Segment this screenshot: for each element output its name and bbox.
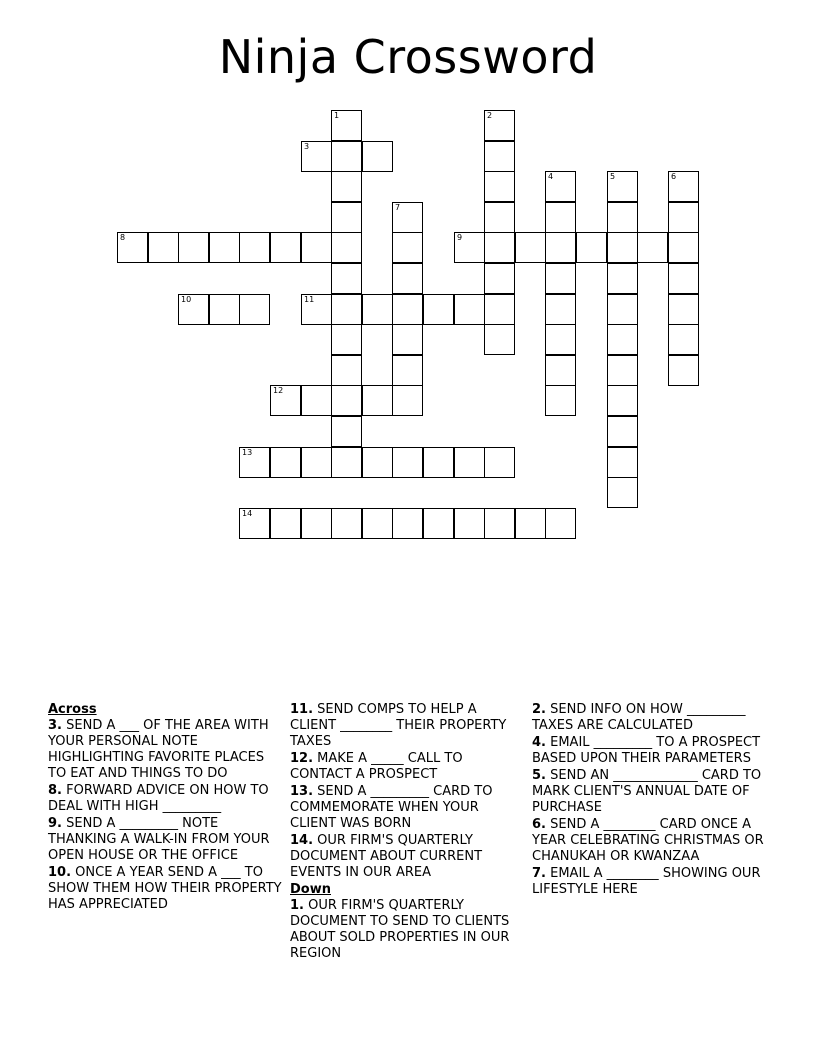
grid-cell[interactable] xyxy=(392,232,423,263)
grid-cell[interactable] xyxy=(331,294,362,325)
cell-number: 8 xyxy=(120,233,126,242)
grid-cell[interactable] xyxy=(515,508,546,539)
grid-cell[interactable] xyxy=(301,294,332,325)
clue-number: 13. xyxy=(290,784,314,799)
clue-text: ONCE A YEAR SEND A ___ TO SHOW THEM HOW THEIR PROPERTY HAS APPRECIATED xyxy=(48,865,282,912)
clue-number: 14. xyxy=(290,833,314,848)
grid-cell[interactable] xyxy=(484,232,515,263)
clue-text: SEND A _________ CARD TO COMMEMORATE WHEN YOUR CLIENT WAS BORN xyxy=(290,784,493,831)
grid-cell[interactable] xyxy=(607,263,638,294)
cell-number: 7 xyxy=(395,203,401,212)
grid-cell[interactable] xyxy=(484,171,515,202)
clue-down-2 xyxy=(532,702,772,734)
clue-across-14 xyxy=(290,833,526,881)
clue-column-3 xyxy=(532,702,772,899)
grid-cell[interactable] xyxy=(607,232,638,263)
grid-cell[interactable] xyxy=(545,263,576,294)
grid-cell[interactable] xyxy=(392,447,423,478)
grid-cell[interactable] xyxy=(331,141,362,172)
grid-cell[interactable] xyxy=(484,508,515,539)
grid-cell[interactable] xyxy=(209,232,240,263)
clue-text: SEND AN _____________ CARD TO MARK CLIENT'S ANNUAL DATE OF PURCHASE xyxy=(532,768,762,815)
grid-cell[interactable] xyxy=(454,294,485,325)
cell-number: 2 xyxy=(487,111,493,120)
clue-down-6 xyxy=(532,817,772,865)
clue-number: 1. xyxy=(290,898,304,913)
clue-number: 5. xyxy=(532,768,546,783)
grid-cell[interactable] xyxy=(209,294,240,325)
cell-number: 5 xyxy=(610,172,616,181)
clue-number: 7. xyxy=(532,866,546,881)
grid-cell[interactable] xyxy=(331,385,362,416)
across-heading: Across xyxy=(48,702,97,717)
clue-down-4 xyxy=(532,735,772,767)
grid-cell[interactable] xyxy=(454,508,485,539)
grid-cell[interactable] xyxy=(545,355,576,386)
grid-cell[interactable] xyxy=(545,385,576,416)
clue-text: FORWARD ADVICE ON HOW TO DEAL WITH HIGH _________ xyxy=(48,783,269,814)
grid-cell[interactable] xyxy=(362,294,393,325)
grid-cell[interactable] xyxy=(270,232,301,263)
grid-cell[interactable] xyxy=(148,232,179,263)
grid-cell[interactable] xyxy=(484,141,515,172)
cell-number: 9 xyxy=(457,233,463,242)
cell-number: 3 xyxy=(304,142,310,151)
grid-cell[interactable] xyxy=(484,294,515,325)
grid-cell[interactable] xyxy=(392,294,423,325)
grid-cell[interactable] xyxy=(607,477,638,508)
grid-cell[interactable] xyxy=(362,385,393,416)
down-heading: Down xyxy=(290,882,331,897)
grid-cell[interactable] xyxy=(545,232,576,263)
grid-cell[interactable] xyxy=(301,141,332,172)
clue-across-11 xyxy=(290,702,526,750)
clue-text: SEND A ________ CARD ONCE A YEAR CELEBRATING CHRISTMAS OR CHANUKAH OR KWANZAA xyxy=(532,817,764,864)
grid-cell[interactable] xyxy=(423,508,454,539)
clue-text: SEND INFO ON HOW _________ TAXES ARE CALCULATED xyxy=(532,702,746,733)
grid-cell[interactable] xyxy=(668,355,699,386)
clue-number: 9. xyxy=(48,816,62,831)
grid-cell[interactable] xyxy=(178,232,209,263)
cell-number: 4 xyxy=(548,172,554,181)
clue-text: SEND COMPS TO HELP A CLIENT ________ THEIR PROPERTY TAXES xyxy=(290,702,507,749)
grid-cell[interactable] xyxy=(668,294,699,325)
grid-cell[interactable] xyxy=(362,141,393,172)
grid-cell[interactable] xyxy=(331,202,362,233)
grid-cell[interactable] xyxy=(239,294,270,325)
clue-across-8 xyxy=(48,783,284,815)
clue-number: 2. xyxy=(532,702,546,717)
clue-number: 6. xyxy=(532,817,546,832)
clue-number: 12. xyxy=(290,751,314,766)
grid-cell[interactable] xyxy=(392,202,423,233)
clue-down-1 xyxy=(290,898,526,962)
grid-cell[interactable] xyxy=(668,324,699,355)
clue-number: 4. xyxy=(532,735,546,750)
grid-cell[interactable] xyxy=(668,171,699,202)
cell-number: 12 xyxy=(273,386,284,395)
grid-cell[interactable] xyxy=(331,355,362,386)
grid-cell[interactable] xyxy=(668,263,699,294)
cell-number: 11 xyxy=(304,295,315,304)
clue-number: 8. xyxy=(48,783,62,798)
clue-across-3 xyxy=(48,718,284,782)
grid-cell[interactable] xyxy=(545,202,576,233)
grid-cell[interactable] xyxy=(362,508,393,539)
clue-across-10 xyxy=(48,865,284,913)
grid-cell[interactable] xyxy=(392,355,423,386)
grid-cell[interactable] xyxy=(270,508,301,539)
clue-text: MAKE A _____ CALL TO CONTACT A PROSPECT xyxy=(290,751,463,782)
grid-cell[interactable] xyxy=(545,171,576,202)
clue-down-7 xyxy=(532,866,772,898)
grid-cell[interactable] xyxy=(545,294,576,325)
clue-column-1 xyxy=(48,702,284,914)
grid-cell[interactable] xyxy=(392,324,423,355)
grid-cell[interactable] xyxy=(484,447,515,478)
grid-cell[interactable] xyxy=(607,324,638,355)
clue-column-2 xyxy=(290,702,526,963)
grid-cell[interactable] xyxy=(454,447,485,478)
grid-cell[interactable] xyxy=(392,385,423,416)
clue-number: 3. xyxy=(48,718,62,733)
grid-cell[interactable] xyxy=(301,385,332,416)
grid-cell[interactable] xyxy=(331,232,362,263)
grid-cell[interactable] xyxy=(331,447,362,478)
grid-cell[interactable] xyxy=(270,385,301,416)
grid-cell[interactable] xyxy=(668,202,699,233)
grid-cell[interactable] xyxy=(484,324,515,355)
grid-cell[interactable] xyxy=(607,447,638,478)
page-title: Ninja Crossword xyxy=(218,30,598,84)
grid-cell[interactable] xyxy=(668,232,699,263)
clue-text: OUR FIRM'S QUARTERLY DOCUMENT TO SEND TO CLIENTS ABOUT SOLD PROPERTIES IN OUR REGION xyxy=(290,898,510,961)
grid-cell[interactable] xyxy=(454,232,485,263)
grid-cell[interactable] xyxy=(607,355,638,386)
grid-cell[interactable] xyxy=(117,232,148,263)
clue-text: SEND A ___ OF THE AREA WITH YOUR PERSONAL NOTE HIGHLIGHTING FAVORITE PLACES TO EAT AND THINGS TO DO xyxy=(48,718,269,781)
grid-cell[interactable] xyxy=(607,385,638,416)
clue-across-12 xyxy=(290,751,526,783)
grid-cell[interactable] xyxy=(331,416,362,447)
grid-cell[interactable] xyxy=(331,324,362,355)
grid-cell[interactable] xyxy=(392,263,423,294)
grid-cell[interactable] xyxy=(239,447,270,478)
grid-cell[interactable] xyxy=(301,508,332,539)
grid-cell[interactable] xyxy=(392,508,423,539)
grid-cell[interactable] xyxy=(423,294,454,325)
cell-number: 13 xyxy=(242,448,253,457)
grid-cell[interactable] xyxy=(270,447,301,478)
clue-text: EMAIL _________ TO A PROSPECT BASED UPON THEIR PARAMETERS xyxy=(532,735,761,766)
clue-text: SEND A _________ NOTE THANKING A WALK-IN FROM YOUR OPEN HOUSE OR THE OFFICE xyxy=(48,816,270,863)
grid-cell[interactable] xyxy=(301,447,332,478)
clue-text: OUR FIRM'S QUARTERLY DOCUMENT ABOUT CURRENT EVENTS IN OUR AREA xyxy=(290,833,483,880)
grid-cell[interactable] xyxy=(362,447,393,478)
grid-cell[interactable] xyxy=(607,294,638,325)
cell-number: 14 xyxy=(242,509,253,518)
grid-cell[interactable] xyxy=(331,110,362,141)
grid-cell[interactable] xyxy=(545,508,576,539)
grid-cell[interactable] xyxy=(545,324,576,355)
grid-cell[interactable] xyxy=(607,416,638,447)
grid-cell[interactable] xyxy=(331,171,362,202)
clue-across-9 xyxy=(48,816,284,864)
grid-cell[interactable] xyxy=(607,202,638,233)
grid-cell[interactable] xyxy=(484,202,515,233)
cell-number: 10 xyxy=(181,295,192,304)
grid-cell[interactable] xyxy=(576,232,607,263)
grid-cell[interactable] xyxy=(301,232,332,263)
grid-cell[interactable] xyxy=(515,232,546,263)
grid-cell[interactable] xyxy=(484,110,515,141)
grid-cell[interactable] xyxy=(423,447,454,478)
grid-cell[interactable] xyxy=(331,263,362,294)
grid-cell[interactable] xyxy=(239,508,270,539)
grid-cell[interactable] xyxy=(331,508,362,539)
clue-down-5 xyxy=(532,768,772,816)
cell-number: 1 xyxy=(334,111,340,120)
grid-cell[interactable] xyxy=(484,263,515,294)
grid-cell[interactable] xyxy=(637,232,668,263)
grid-cell[interactable] xyxy=(239,232,270,263)
grid-cell[interactable] xyxy=(178,294,209,325)
clue-number: 11. xyxy=(290,702,314,717)
clue-across-13 xyxy=(290,784,526,832)
clue-number: 10. xyxy=(48,865,72,880)
clue-text: EMAIL A ________ SHOWING OUR LIFESTYLE HERE xyxy=(532,866,761,897)
cell-number: 6 xyxy=(671,172,677,181)
grid-cell[interactable] xyxy=(607,171,638,202)
